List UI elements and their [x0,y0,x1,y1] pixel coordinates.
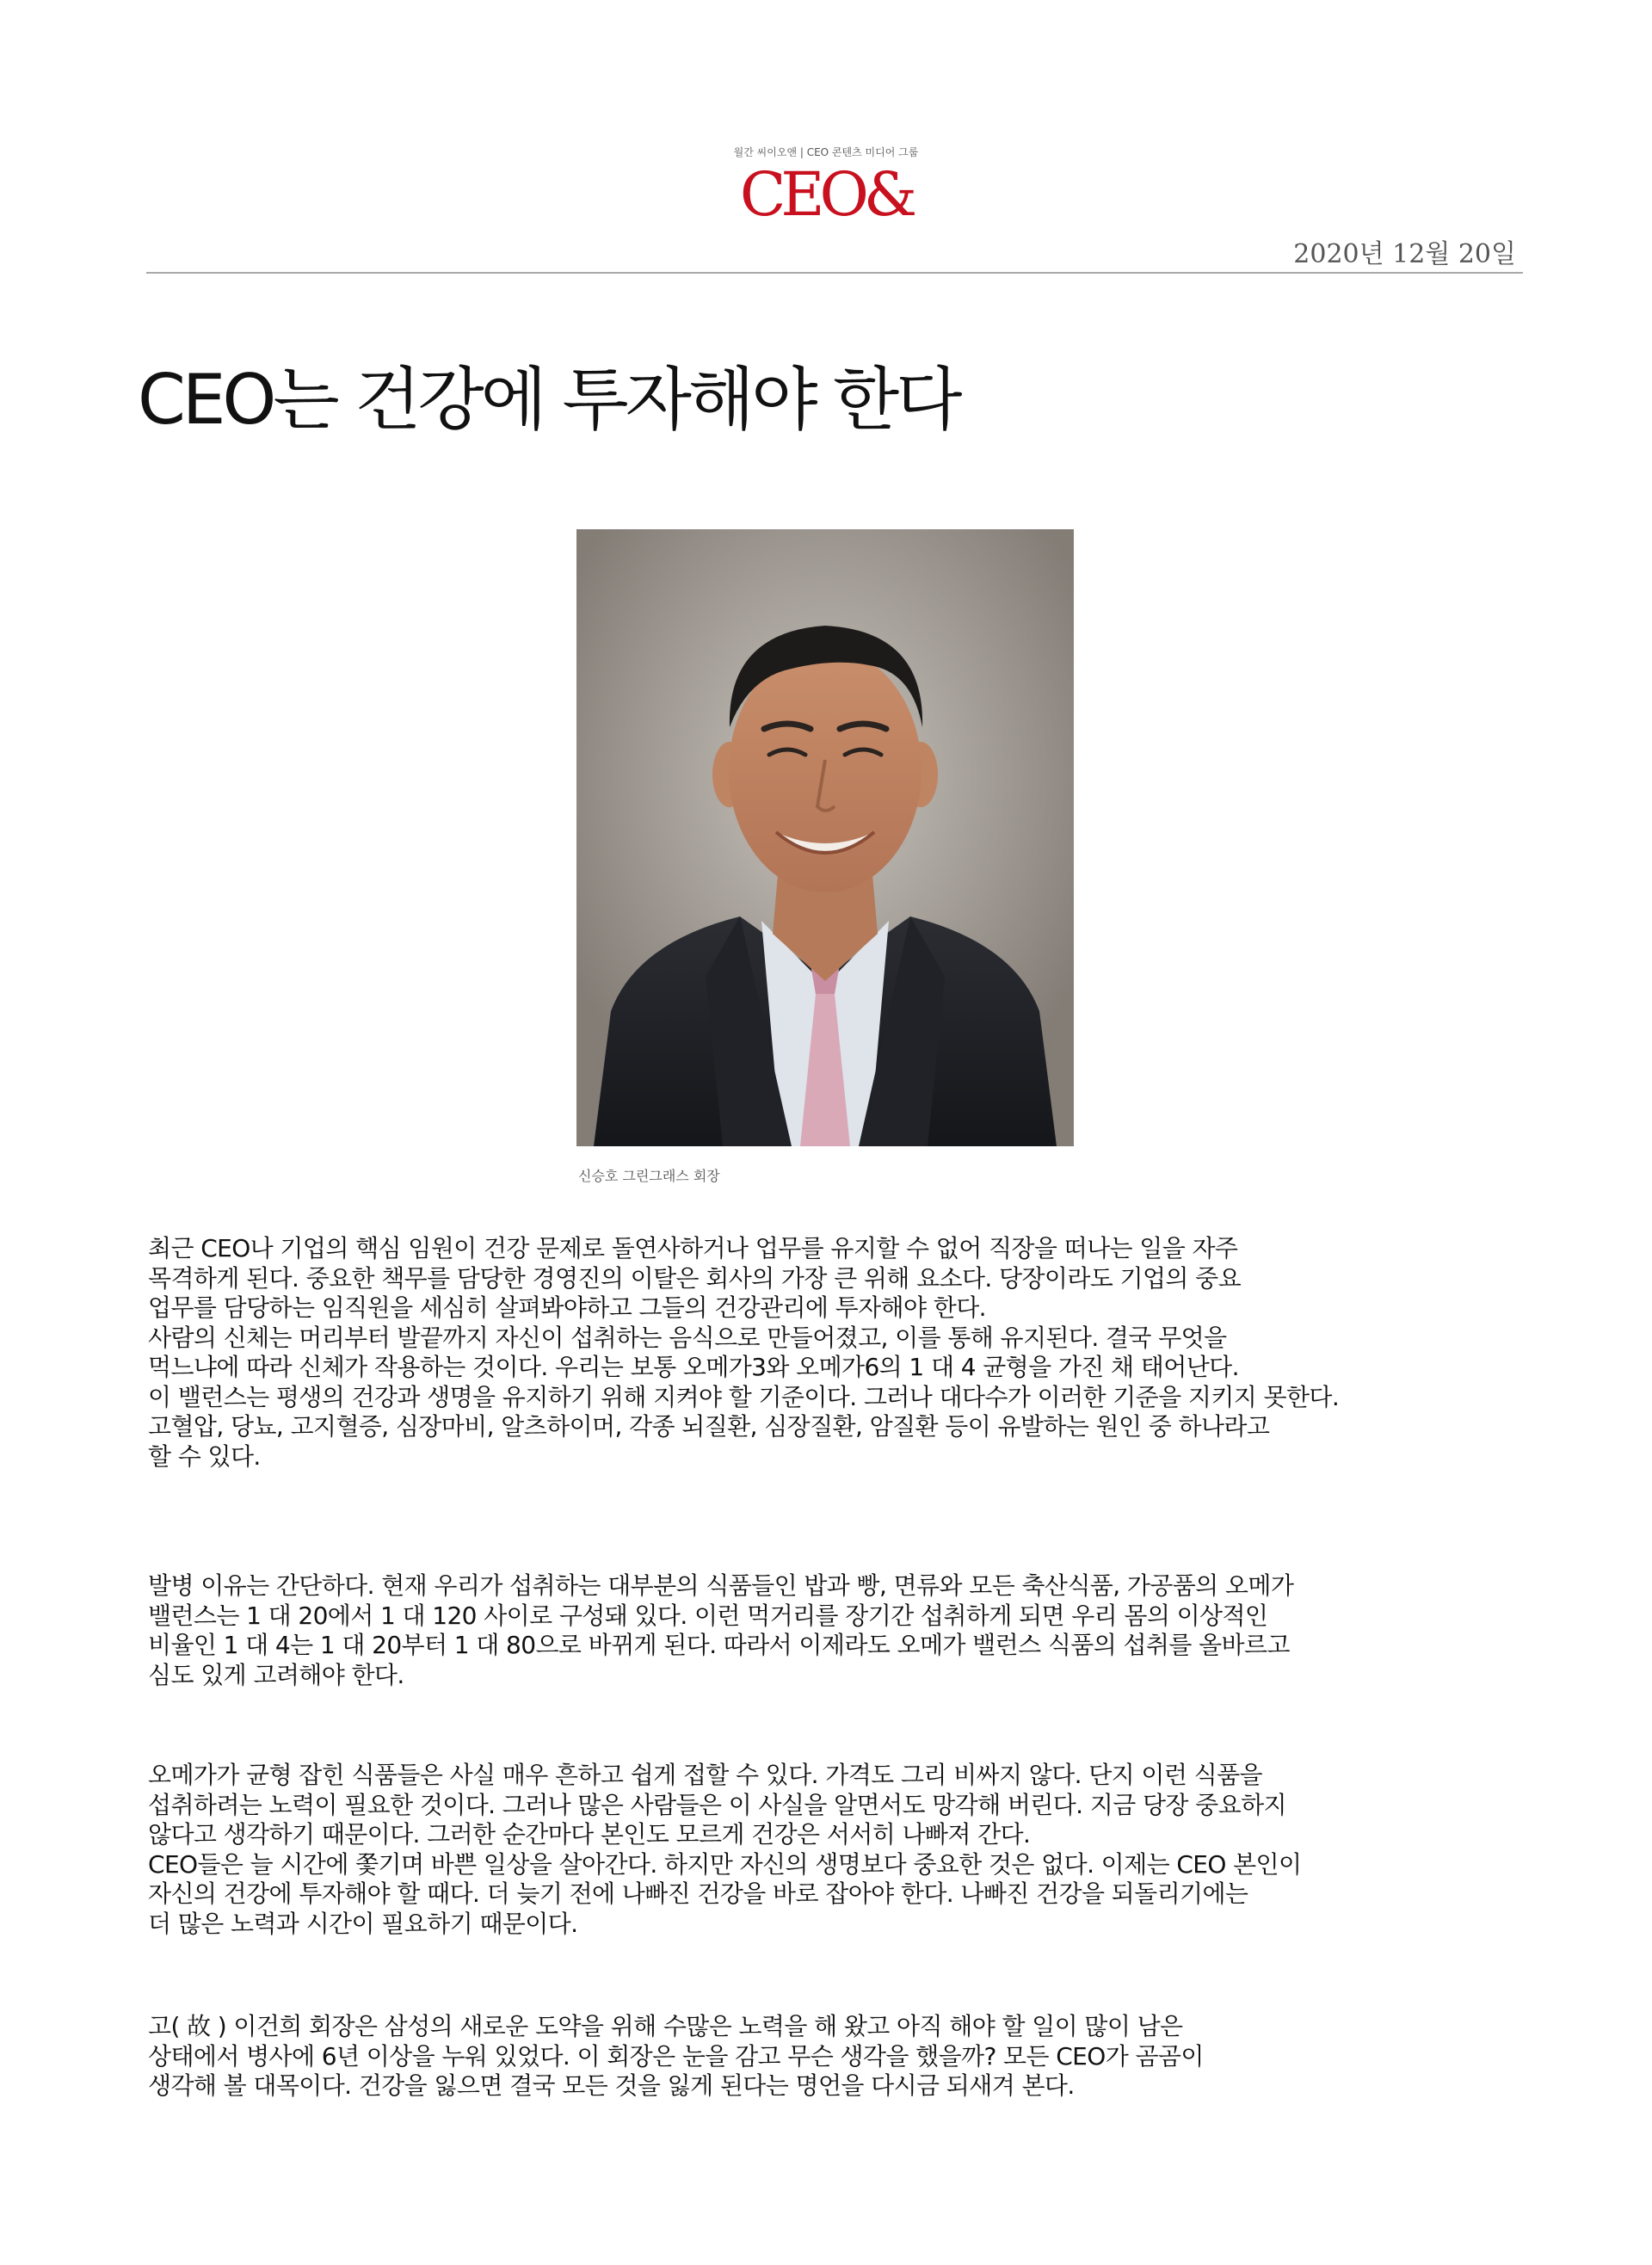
body-line: 밸런스는 1 대 20에서 1 대 120 사이로 구성돼 있다. 이런 먹거리를 장기간 섭취하게 되면 우리 몸의 이상적인 [148,1601,1268,1630]
ceo-and-logo: CEO& [739,159,913,230]
publication-date: 2020년 12월 20일 [1293,239,1516,269]
body-line: 고( 故 ) 이건희 회장은 삼성의 새로운 도약을 위해 수많은 노력을 해 왔고 아직 해야 할 일이 많이 남은 [148,2012,1183,2040]
body-line: 사람의 신체는 머리부터 발끝까지 자신이 섭취하는 음식으로 만들어졌고, 이를 통해 유지된다. 결국 무엇을 [148,1323,1227,1352]
photo-caption: 신승호 그린그래스 회장 [578,1168,720,1184]
body-line: 더 많은 노력과 시간이 필요하기 때문이다. [148,1909,578,1938]
body-line: 먹느냐에 따라 신체가 작용하는 것이다. 우리는 보통 오메가3와 오메가6의 1 대 4 균형을 가진 채 태어난다. [148,1353,1239,1381]
body-line: 최근 CEO나 기업의 핵심 임원이 건강 문제로 돌연사하거나 업무를 유지할 수 없어 직장을 떠나는 일을 자주 [148,1234,1238,1262]
header-divider [146,272,1523,274]
body-line: 고혈압, 당뇨, 고지혈증, 심장마비, 알츠하이머, 각종 뇌질환, 심장질환, 암질환 등이 유발하는 원인 중 하나라고 [148,1412,1270,1441]
article-title: CEO는 건강에 투자해야 한다 [138,360,959,440]
masthead [0,145,1652,230]
body-line: 할 수 있다. [148,1441,261,1471]
article-paragraph-3 [148,1761,1628,1939]
portrait-illustration [576,529,1074,1146]
body-line: CEO들은 늘 시간에 쫓기며 바쁜 일상을 살아간다. 하지만 자신의 생명보다 중요한 것은 없다. 이제는 CEO 본인이 [148,1849,1302,1879]
body-line: 발병 이유는 간단하다. 현재 우리가 섭취하는 대부분의 식품들인 밥과 빵, 면류와 모든 축산식품, 가공품의 오메가 [148,1571,1294,1600]
article-paragraph-1 [148,1234,1628,1472]
body-line: 상태에서 병사에 6년 이상을 누워 있었다. 이 회장은 눈을 감고 무슨 생각을 했을까? 모든 CEO가 곰곰이 [148,2041,1204,2071]
body-line: 이 밸런스는 평생의 건강과 생명을 유지하기 위해 지켜야 할 기준이다. 그러나 대다수가 이러한 기준을 지키지 못한다. [148,1382,1340,1411]
body-line: 심도 있게 고려해야 한다. [148,1660,404,1689]
body-line: 오메가가 균형 잡힌 식품들은 사실 매우 흔하고 쉽게 접할 수 있다. 가격도 그리 비싸지 않다. 단지 이런 식품을 [148,1761,1262,1789]
body-line: 생각해 볼 대목이다. 건강을 잃으면 결국 모든 것을 잃게 된다는 명언을 다시금 되새겨 본다. [148,2071,1075,2100]
body-line: 목격하게 된다. 중요한 책무를 담당한 경영진의 이탈은 회사의 가장 큰 위해 요소다. 당장이라도 기업의 중요 [148,1263,1242,1293]
article-paragraph-4 [148,2012,1628,2101]
masthead-tagline: 월간 씨이오앤 | CEO 콘텐츠 미디어 그룹 [733,146,919,158]
body-line: 섭취하려는 노력이 필요한 것이다. 그러나 많은 사람들은 이 사실을 알면서도 망각해 버린다. 지금 당장 중요하지 [148,1790,1286,1819]
portrait-photo [576,529,1074,1146]
body-line: 않다고 생각하기 때문이다. 그러한 순간마다 본인도 모르게 건강은 서서히 나빠져 간다. [148,1820,1031,1848]
body-line: 비율인 1 대 4는 1 대 20부터 1 대 80으로 바뀌게 된다. 따라서 이제라도 오메가 밸런스 식품의 섭취를 올바르고 [148,1631,1290,1659]
body-line: 자신의 건강에 투자해야 할 때다. 더 늦기 전에 나빠진 건강을 바로 잡아야 한다. 나빠진 건강을 되돌리기에는 [148,1879,1248,1908]
article-paragraph-2 [148,1571,1628,1690]
body-line: 업무를 담당하는 임직원을 세심히 살펴봐야하고 그들의 건강관리에 투자해야 한다. [148,1293,986,1322]
